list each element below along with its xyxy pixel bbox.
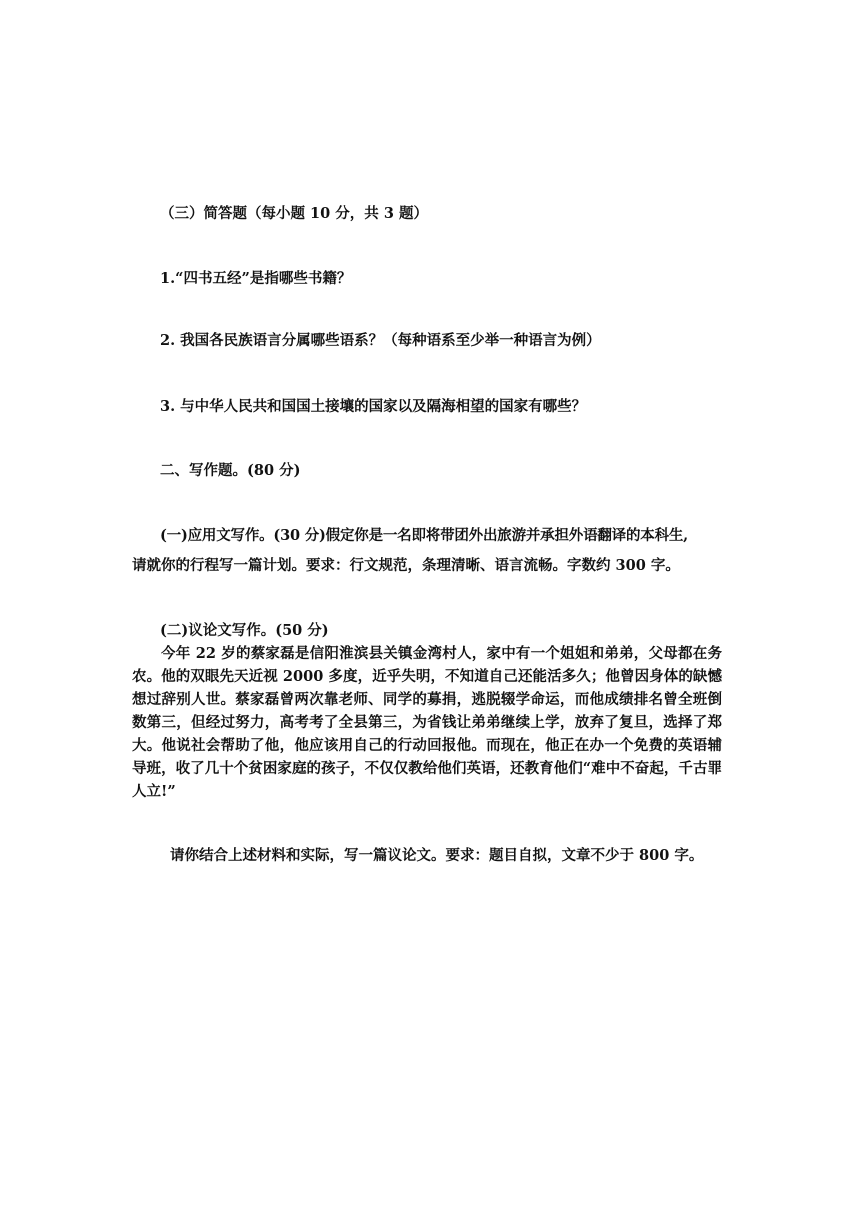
section-heading-writing: 二、写作题。(80 分)	[160, 462, 301, 479]
task2-heading: (二)议论文写作。(50 分)	[160, 622, 329, 639]
task2-material-paragraph: 今年 22 岁的蔡家磊是信阳淮滨县关镇金湾村人，家中有一个姐姐和弟弟，父母都在务农。他的双眼先天近视 2000 多度，近乎失明，不知道自己还能活多久；他曾因身体的缺憾想过辞别人世。蔡家磊曾两次靠老师、同学的募捐，逃脱辍学命运，而他成绩排名曾全班倒数第三，但经过努力，高考考了全县第三，为省钱让弟弟继续上学，放弃了复旦，选择了郑大。他说社会帮助了他，他应该用自己的行动回报他。而现在，他正在办一个免费的英语辅导班，收了几十个贫困家庭的孩子，不仅仅教给他们英语，还教育他们“难中不奋起，千古罪人立!”	[132, 645, 722, 800]
question-2: 2. 我国各民族语言分属哪些语系？（每种语系至少举一种语言为例）	[160, 332, 601, 349]
question-1: 1.“四书五经”是指哪些书籍？	[160, 270, 352, 287]
task1-line-1: (一)应用文写作。(30 分)假定你是一名即将带团外出旅游并承担外语翻译的本科生,	[160, 527, 689, 544]
task1-line-2: 请就你的行程写一篇计划。要求：行文规范，条理清晰、语言流畅。字数约 300 字。	[132, 557, 680, 574]
question-3: 3. 与中华人民共和国国土接壤的国家以及隔海相望的国家有哪些？	[160, 398, 587, 415]
section-heading-short-answer: （三）简答题（每小题 10 分，共 3 题）	[160, 205, 428, 222]
task2-requirement: 请你结合上述材料和实际，写一篇议论文。要求：题目自拟，文章不少于 800 字。	[170, 847, 704, 864]
